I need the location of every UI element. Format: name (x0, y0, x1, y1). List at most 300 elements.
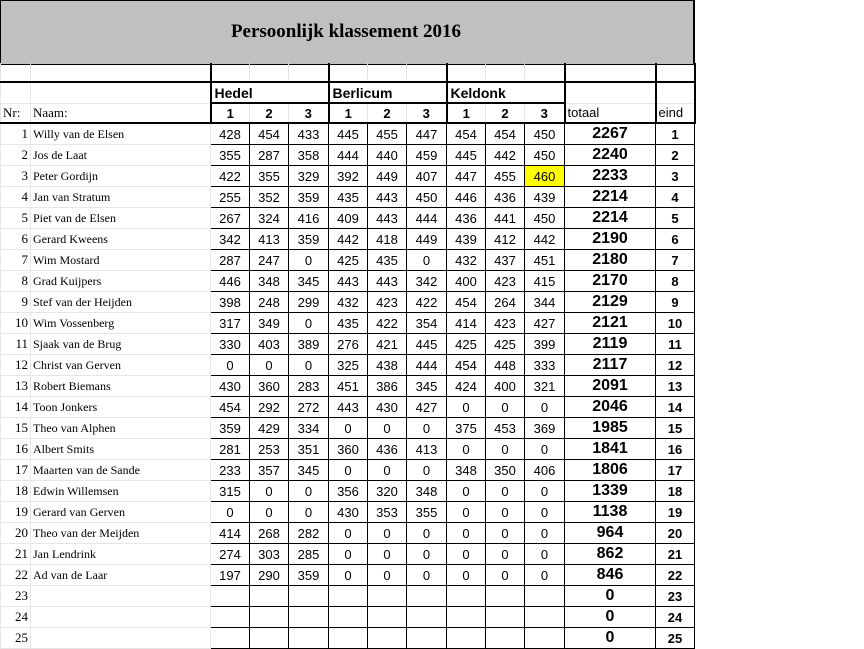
score-cell: 0 (486, 523, 525, 544)
total-cell: 0 (565, 607, 656, 628)
table-row (1, 229, 695, 250)
score-cell (329, 628, 368, 649)
total-cell: 862 (565, 544, 656, 565)
score-cell: 392 (329, 166, 368, 187)
score-cell: 448 (486, 355, 525, 376)
row-number: 6 (1, 229, 31, 250)
score-cell: 414 (211, 523, 250, 544)
total-cell: 1841 (565, 439, 656, 460)
score-cell: 0 (447, 439, 486, 460)
score-cell: 412 (486, 229, 525, 250)
score-cell: 423 (486, 271, 525, 292)
eind-header: eind (656, 103, 695, 123)
participant-name: Jan Lendrink (31, 544, 211, 565)
score-cell: 416 (289, 208, 329, 229)
score-cell: 443 (368, 187, 407, 208)
score-cell: 345 (289, 460, 329, 481)
participant-name: Peter Gordijn (31, 166, 211, 187)
score-cell: 443 (329, 271, 368, 292)
score-cell: 0 (407, 460, 447, 481)
score-cell: 358 (289, 145, 329, 166)
row-number: 14 (1, 397, 31, 418)
score-cell: 334 (289, 418, 329, 439)
rank-cell: 24 (656, 607, 695, 628)
score-cell: 264 (486, 292, 525, 313)
score-cell: 0 (486, 502, 525, 523)
score-cell: 354 (407, 313, 447, 334)
rank-cell: 3 (656, 166, 695, 187)
total-cell: 2267 (565, 123, 656, 145)
score-cell: 406 (525, 460, 565, 481)
participant-name: Sjaak van de Brug (31, 334, 211, 355)
round-header: 2 (250, 103, 289, 123)
participant-name: Robert Biemans (31, 376, 211, 397)
score-cell: 320 (368, 481, 407, 502)
row-number: 4 (1, 187, 31, 208)
score-cell: 0 (407, 565, 447, 586)
participant-name: Gerard Kweens (31, 229, 211, 250)
participant-name (31, 628, 211, 649)
row-number: 3 (1, 166, 31, 187)
rank-cell: 8 (656, 271, 695, 292)
score-cell: 439 (447, 229, 486, 250)
score-cell: 0 (525, 544, 565, 565)
score-cell: 0 (407, 523, 447, 544)
round-header: 1 (329, 103, 368, 123)
score-cell: 0 (368, 565, 407, 586)
score-cell: 345 (407, 376, 447, 397)
score-cell: 0 (525, 523, 565, 544)
rank-cell: 10 (656, 313, 695, 334)
score-cell: 0 (329, 460, 368, 481)
score-cell: 400 (486, 376, 525, 397)
score-cell: 399 (525, 334, 565, 355)
score-cell: 460 (525, 166, 565, 187)
score-cell: 315 (211, 481, 250, 502)
table-row (1, 145, 695, 166)
totaal-header: totaal (565, 103, 656, 123)
participant-name: Theo van der Meijden (31, 523, 211, 544)
participant-name: Albert Smits (31, 439, 211, 460)
score-cell: 445 (447, 145, 486, 166)
score-cell: 375 (447, 418, 486, 439)
score-cell: 437 (486, 250, 525, 271)
score-cell: 425 (486, 334, 525, 355)
participant-name: Edwin Willemsen (31, 481, 211, 502)
score-cell (211, 607, 250, 628)
score-cell: 0 (368, 460, 407, 481)
score-cell: 445 (329, 123, 368, 145)
score-cell (407, 628, 447, 649)
score-cell: 422 (211, 166, 250, 187)
score-cell: 444 (407, 208, 447, 229)
score-cell: 423 (368, 292, 407, 313)
total-cell: 2121 (565, 313, 656, 334)
score-cell: 351 (289, 439, 329, 460)
score-cell: 386 (368, 376, 407, 397)
total-cell: 964 (565, 523, 656, 544)
row-number: 20 (1, 523, 31, 544)
total-cell: 2214 (565, 208, 656, 229)
score-cell: 359 (289, 229, 329, 250)
rank-cell: 23 (656, 586, 695, 607)
score-cell: 425 (447, 334, 486, 355)
table-row (1, 460, 695, 481)
row-number: 12 (1, 355, 31, 376)
score-cell: 0 (329, 418, 368, 439)
rank-cell: 12 (656, 355, 695, 376)
score-cell: 272 (289, 397, 329, 418)
score-cell: 436 (447, 208, 486, 229)
participant-name: Maarten van de Sande (31, 460, 211, 481)
score-cell: 422 (368, 313, 407, 334)
score-cell: 0 (525, 481, 565, 502)
score-cell: 0 (447, 544, 486, 565)
venue-header-row (1, 82, 695, 103)
score-cell: 287 (250, 145, 289, 166)
table-row (1, 586, 695, 607)
participant-name: Jos de Laat (31, 145, 211, 166)
row-number: 9 (1, 292, 31, 313)
score-cell: 248 (250, 292, 289, 313)
table-row (1, 123, 695, 145)
row-number: 17 (1, 460, 31, 481)
score-cell: 450 (525, 145, 565, 166)
score-cell: 432 (447, 250, 486, 271)
score-cell: 329 (289, 166, 329, 187)
score-cell: 359 (289, 565, 329, 586)
participant-name: Piet van de Elsen (31, 208, 211, 229)
score-cell: 0 (329, 523, 368, 544)
participant-name (31, 586, 211, 607)
score-cell: 447 (407, 123, 447, 145)
score-cell: 430 (329, 502, 368, 523)
score-cell: 459 (407, 145, 447, 166)
round-header: 3 (289, 103, 329, 123)
score-cell: 282 (289, 523, 329, 544)
score-cell (447, 607, 486, 628)
row-number: 7 (1, 250, 31, 271)
score-cell: 407 (407, 166, 447, 187)
score-cell: 435 (329, 313, 368, 334)
score-cell: 451 (329, 376, 368, 397)
score-cell: 444 (407, 355, 447, 376)
score-cell: 303 (250, 544, 289, 565)
score-cell: 443 (368, 271, 407, 292)
score-cell: 0 (447, 565, 486, 586)
score-cell: 455 (368, 123, 407, 145)
score-cell (289, 628, 329, 649)
score-cell: 342 (211, 229, 250, 250)
table-row (1, 523, 695, 544)
score-cell: 450 (525, 208, 565, 229)
row-number: 10 (1, 313, 31, 334)
row-number: 19 (1, 502, 31, 523)
table-row (1, 628, 695, 649)
score-cell: 321 (525, 376, 565, 397)
score-cell: 290 (250, 565, 289, 586)
rank-cell: 14 (656, 397, 695, 418)
score-cell: 400 (447, 271, 486, 292)
rank-cell: 6 (656, 229, 695, 250)
score-cell: 421 (368, 334, 407, 355)
score-cell: 274 (211, 544, 250, 565)
score-cell: 0 (250, 481, 289, 502)
score-cell: 447 (447, 166, 486, 187)
score-cell: 423 (486, 313, 525, 334)
total-cell: 2046 (565, 397, 656, 418)
score-cell: 330 (211, 334, 250, 355)
score-cell (486, 607, 525, 628)
score-cell: 0 (211, 502, 250, 523)
score-cell: 344 (525, 292, 565, 313)
score-cell: 0 (525, 397, 565, 418)
score-cell: 442 (525, 229, 565, 250)
venue-keldonk: Keldonk (447, 82, 565, 103)
score-cell: 350 (486, 460, 525, 481)
score-cell: 0 (368, 544, 407, 565)
table-row (1, 334, 695, 355)
score-cell (525, 607, 565, 628)
score-cell: 443 (368, 208, 407, 229)
score-cell: 348 (250, 271, 289, 292)
participant-name: Theo van Alphen (31, 418, 211, 439)
rank-cell: 5 (656, 208, 695, 229)
score-cell: 0 (368, 523, 407, 544)
table-row (1, 439, 695, 460)
score-cell (329, 586, 368, 607)
score-cell (486, 586, 525, 607)
rank-cell: 22 (656, 565, 695, 586)
score-cell: 451 (525, 250, 565, 271)
total-cell: 1138 (565, 502, 656, 523)
total-cell: 0 (565, 628, 656, 649)
score-cell: 454 (447, 292, 486, 313)
score-cell (447, 586, 486, 607)
score-cell (407, 586, 447, 607)
score-cell: 0 (289, 502, 329, 523)
row-number: 18 (1, 481, 31, 502)
score-cell: 0 (525, 439, 565, 460)
score-cell: 359 (211, 418, 250, 439)
total-cell: 2240 (565, 145, 656, 166)
rank-cell: 18 (656, 481, 695, 502)
score-cell: 450 (407, 187, 447, 208)
score-cell: 0 (407, 544, 447, 565)
score-cell: 432 (329, 292, 368, 313)
score-cell: 445 (407, 334, 447, 355)
rank-cell: 25 (656, 628, 695, 649)
table-row (1, 565, 695, 586)
score-cell: 253 (250, 439, 289, 460)
score-cell: 0 (329, 565, 368, 586)
round-header: 3 (407, 103, 447, 123)
rank-cell: 1 (656, 123, 695, 145)
score-cell (289, 607, 329, 628)
score-cell: 427 (407, 397, 447, 418)
rank-cell: 11 (656, 334, 695, 355)
score-cell: 442 (329, 229, 368, 250)
score-cell: 197 (211, 565, 250, 586)
score-cell: 285 (289, 544, 329, 565)
name-header: Naam: (31, 103, 211, 123)
score-cell: 359 (289, 187, 329, 208)
table-row (1, 313, 695, 334)
score-cell: 281 (211, 439, 250, 460)
score-cell: 0 (486, 397, 525, 418)
score-cell: 369 (525, 418, 565, 439)
rank-cell: 20 (656, 523, 695, 544)
total-cell: 846 (565, 565, 656, 586)
score-cell (525, 628, 565, 649)
score-cell (250, 628, 289, 649)
row-number: 23 (1, 586, 31, 607)
score-cell: 0 (486, 544, 525, 565)
score-cell: 357 (250, 460, 289, 481)
score-cell: 355 (250, 166, 289, 187)
score-cell: 446 (447, 187, 486, 208)
total-cell: 2233 (565, 166, 656, 187)
score-cell: 455 (486, 166, 525, 187)
row-number: 21 (1, 544, 31, 565)
participant-name: Stef van der Heijden (31, 292, 211, 313)
table-row (1, 292, 695, 313)
score-cell: 0 (289, 250, 329, 271)
score-cell: 348 (447, 460, 486, 481)
round-header: 2 (486, 103, 525, 123)
table-row (1, 166, 695, 187)
spacer-row (1, 63, 695, 82)
score-cell: 413 (407, 439, 447, 460)
row-number: 8 (1, 271, 31, 292)
score-cell: 446 (211, 271, 250, 292)
participant-name: Willy van de Elsen (31, 123, 211, 145)
total-cell: 2119 (565, 334, 656, 355)
row-number: 13 (1, 376, 31, 397)
score-cell: 352 (250, 187, 289, 208)
title-text: Persoonlijk klassement 2016 (230, 20, 462, 42)
table-row (1, 481, 695, 502)
ranking-table (0, 63, 696, 649)
venue-berlicum: Berlicum (329, 82, 447, 103)
row-number: 22 (1, 565, 31, 586)
row-number: 24 (1, 607, 31, 628)
participant-name: Christ van Gerven (31, 355, 211, 376)
score-cell (368, 607, 407, 628)
score-cell: 444 (329, 145, 368, 166)
score-cell (250, 586, 289, 607)
score-cell: 442 (486, 145, 525, 166)
score-cell: 0 (368, 418, 407, 439)
page-title (0, 0, 695, 65)
score-cell (329, 607, 368, 628)
score-cell: 247 (250, 250, 289, 271)
score-cell: 360 (329, 439, 368, 460)
participant-name: Gerard van Gerven (31, 502, 211, 523)
rank-cell: 15 (656, 418, 695, 439)
table-row (1, 544, 695, 565)
score-cell: 0 (447, 481, 486, 502)
score-cell: 441 (486, 208, 525, 229)
rank-cell: 19 (656, 502, 695, 523)
total-cell: 0 (565, 586, 656, 607)
total-cell: 1339 (565, 481, 656, 502)
score-cell: 422 (407, 292, 447, 313)
nr-header: Nr: (1, 103, 31, 123)
score-cell: 268 (250, 523, 289, 544)
score-cell: 389 (289, 334, 329, 355)
total-cell: 2129 (565, 292, 656, 313)
score-cell: 0 (486, 565, 525, 586)
score-cell: 317 (211, 313, 250, 334)
score-cell: 325 (329, 355, 368, 376)
row-number: 15 (1, 418, 31, 439)
score-cell: 453 (486, 418, 525, 439)
score-cell: 430 (211, 376, 250, 397)
participant-name: Jan van Stratum (31, 187, 211, 208)
score-cell: 276 (329, 334, 368, 355)
score-cell: 360 (250, 376, 289, 397)
table-row (1, 502, 695, 523)
score-cell: 0 (289, 481, 329, 502)
score-cell: 283 (289, 376, 329, 397)
score-cell: 454 (211, 397, 250, 418)
score-cell: 438 (368, 355, 407, 376)
score-cell (486, 628, 525, 649)
participant-name: Ad van de Laar (31, 565, 211, 586)
rank-cell: 2 (656, 145, 695, 166)
score-cell: 0 (289, 355, 329, 376)
score-cell: 0 (486, 439, 525, 460)
score-cell: 233 (211, 460, 250, 481)
score-cell: 409 (329, 208, 368, 229)
score-cell: 428 (211, 123, 250, 145)
score-cell: 355 (211, 145, 250, 166)
score-cell: 342 (407, 271, 447, 292)
score-cell: 348 (407, 481, 447, 502)
score-cell: 425 (329, 250, 368, 271)
score-cell: 255 (211, 187, 250, 208)
score-cell: 267 (211, 208, 250, 229)
score-cell: 440 (368, 145, 407, 166)
score-cell: 430 (368, 397, 407, 418)
score-cell: 454 (250, 123, 289, 145)
total-cell: 2180 (565, 250, 656, 271)
table-row (1, 208, 695, 229)
table-row (1, 397, 695, 418)
table-row (1, 418, 695, 439)
column-header-row (1, 103, 695, 123)
participant-name: Wim Vossenberg (31, 313, 211, 334)
score-cell: 424 (447, 376, 486, 397)
participant-name: Wim Mostard (31, 250, 211, 271)
table-row (1, 607, 695, 628)
score-cell (368, 628, 407, 649)
score-cell: 324 (250, 208, 289, 229)
round-header: 1 (211, 103, 250, 123)
round-header: 1 (447, 103, 486, 123)
score-cell: 0 (329, 544, 368, 565)
participant-name: Grad Kuijpers (31, 271, 211, 292)
score-cell (250, 607, 289, 628)
score-cell: 435 (329, 187, 368, 208)
score-cell: 454 (486, 123, 525, 145)
score-cell: 0 (525, 502, 565, 523)
score-cell: 449 (368, 166, 407, 187)
score-cell: 345 (289, 271, 329, 292)
score-cell (289, 586, 329, 607)
score-cell: 355 (407, 502, 447, 523)
